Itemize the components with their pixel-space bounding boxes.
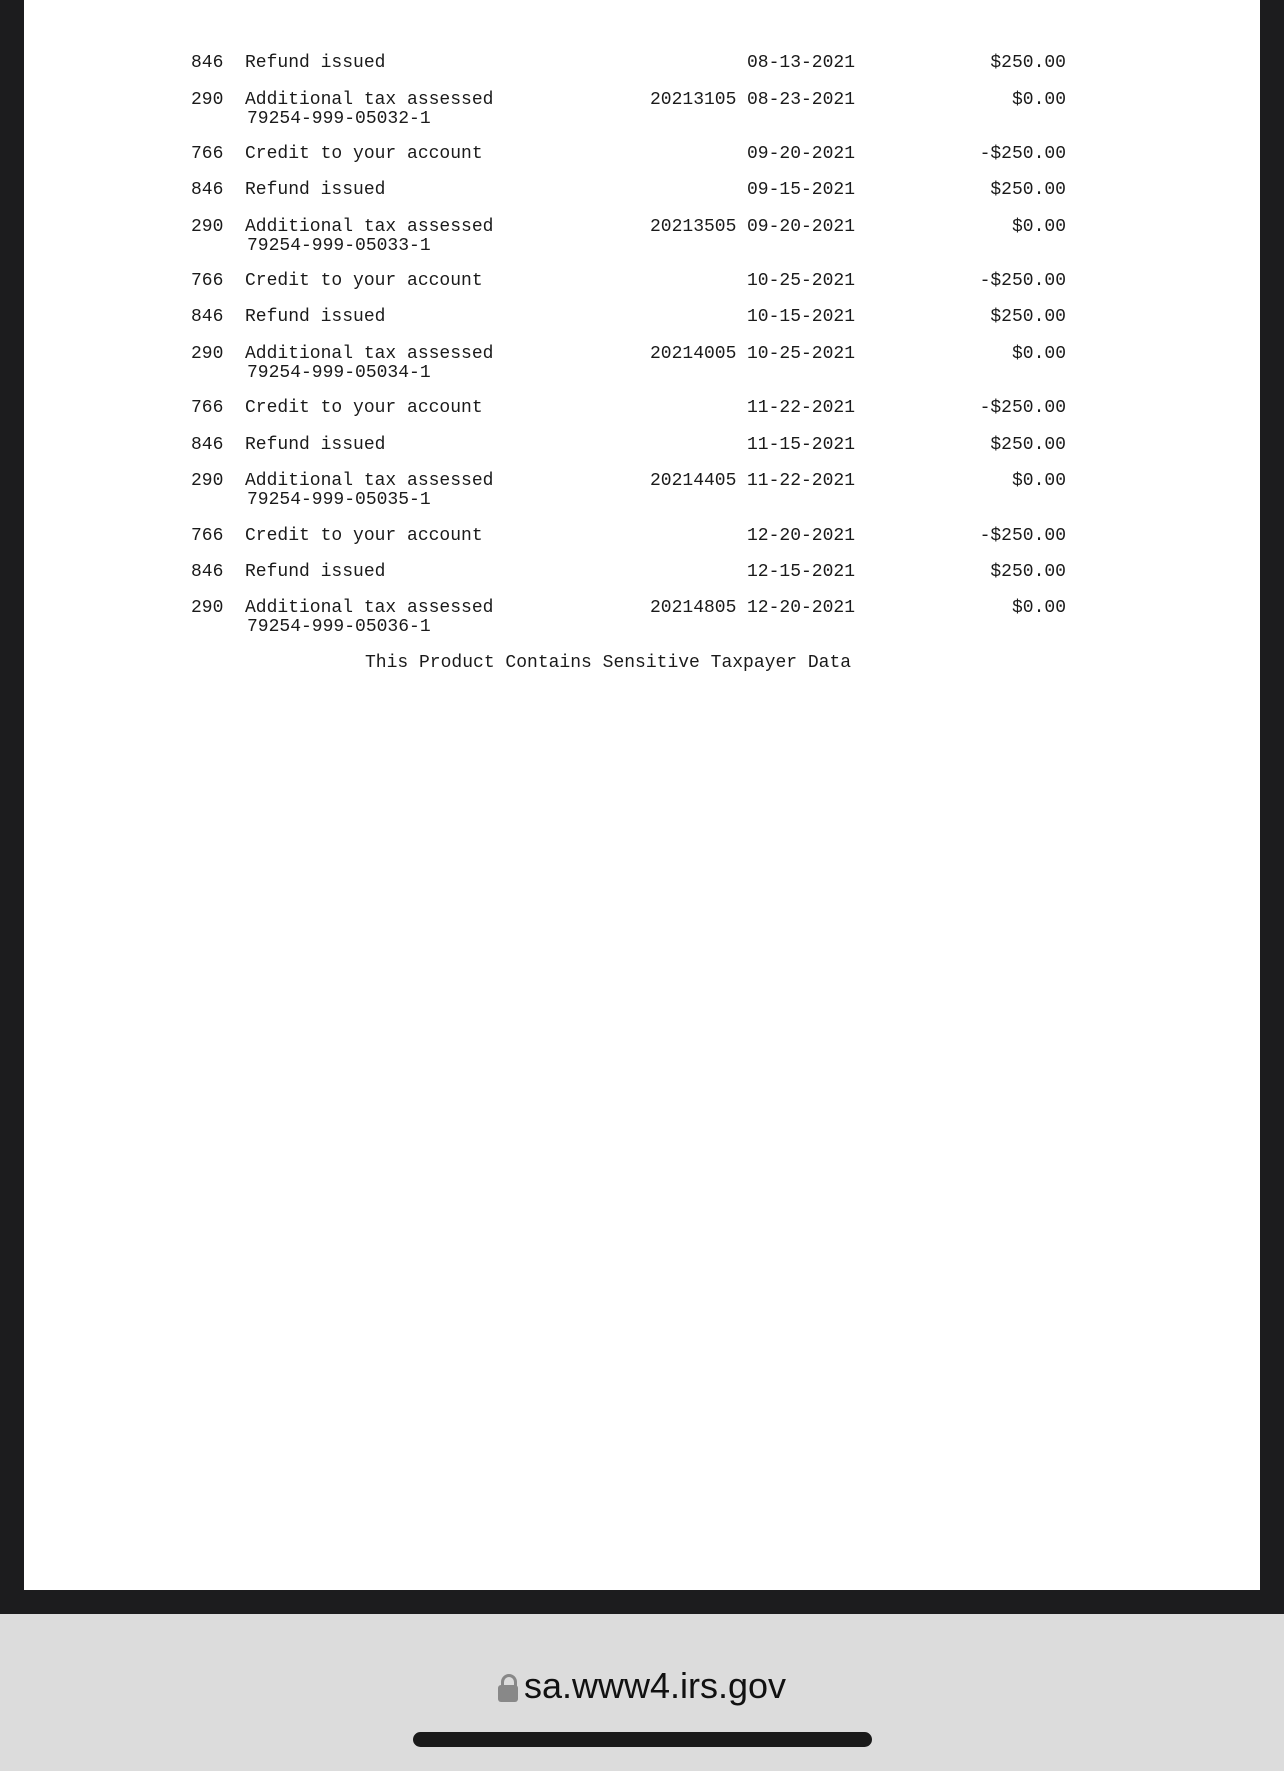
transaction-date: 08-23-2021 [747, 90, 856, 110]
transaction-row [24, 472, 1260, 512]
transaction-cycle: 20214805 [650, 598, 737, 618]
transaction-code: 290 [191, 471, 224, 491]
home-indicator[interactable] [413, 1732, 872, 1747]
transaction-amount: $250.00 [990, 562, 1066, 582]
transaction-reference: 79254-999-05035-1 [247, 490, 431, 510]
transaction-amount: -$250.00 [979, 144, 1066, 164]
transaction-cycle: 20213505 [650, 217, 737, 237]
transaction-reference: 79254-999-05036-1 [247, 617, 431, 637]
transaction-date: 11-15-2021 [747, 435, 856, 455]
transaction-cycle: 20214405 [650, 471, 737, 491]
transaction-code: 766 [191, 526, 224, 546]
transaction-date: 12-20-2021 [747, 526, 856, 546]
url-text: sa.www4.irs.gov [523, 1665, 787, 1706]
transaction-amount: -$250.00 [979, 271, 1066, 291]
browser-address-bar[interactable] [0, 1614, 1284, 1771]
transaction-date: 09-20-2021 [747, 217, 856, 237]
transaction-amount: $0.00 [1011, 90, 1066, 110]
transaction-code: 846 [191, 307, 224, 327]
transaction-amount: $0.00 [1011, 344, 1066, 364]
transaction-code: 290 [191, 217, 224, 237]
transaction-amount: $0.00 [1011, 598, 1066, 618]
transaction-row [24, 345, 1260, 385]
transaction-reference: 79254-999-05032-1 [247, 109, 431, 129]
transaction-date: 12-15-2021 [747, 562, 856, 582]
transaction-code: 846 [191, 180, 224, 200]
transaction-row [24, 91, 1260, 131]
transaction-description: Additional tax assessed [245, 90, 494, 110]
transaction-code: 766 [191, 144, 224, 164]
transaction-code: 290 [191, 90, 224, 110]
transaction-date: 12-20-2021 [747, 598, 856, 618]
transaction-description: Credit to your account [245, 526, 483, 546]
transaction-description: Refund issued [245, 180, 386, 200]
transaction-row [24, 181, 1260, 221]
transaction-date: 09-15-2021 [747, 180, 856, 200]
transaction-code: 766 [191, 398, 224, 418]
transaction-amount: $250.00 [990, 180, 1066, 200]
transaction-date: 10-25-2021 [747, 271, 856, 291]
transaction-amount: -$250.00 [979, 398, 1066, 418]
transaction-row [24, 599, 1260, 639]
transaction-code: 766 [191, 271, 224, 291]
transaction-amount: -$250.00 [979, 526, 1066, 546]
transaction-row [24, 399, 1260, 439]
transaction-reference: 79254-999-05033-1 [247, 236, 431, 256]
transaction-date: 08-13-2021 [747, 53, 856, 73]
transaction-date: 11-22-2021 [747, 398, 856, 418]
transaction-description: Credit to your account [245, 271, 483, 291]
transaction-row [24, 272, 1260, 312]
sensitive-data-notice: This Product Contains Sensitive Taxpayer Data [365, 653, 852, 673]
transaction-description: Refund issued [245, 307, 386, 327]
transaction-date: 10-25-2021 [747, 344, 856, 364]
transaction-code: 846 [191, 562, 224, 582]
transaction-code: 290 [191, 598, 224, 618]
transaction-date: 10-15-2021 [747, 307, 856, 327]
transaction-cycle: 20214005 [650, 344, 737, 364]
transaction-date: 11-22-2021 [747, 471, 856, 491]
transaction-description: Refund issued [245, 435, 386, 455]
transaction-code: 846 [191, 435, 224, 455]
transaction-amount: $250.00 [990, 435, 1066, 455]
transaction-date: 09-20-2021 [747, 144, 856, 164]
transaction-description: Refund issued [245, 562, 386, 582]
transaction-row [24, 54, 1260, 94]
transaction-row [24, 436, 1260, 476]
transcript-page [24, 0, 1260, 1590]
transaction-reference: 79254-999-05034-1 [247, 363, 431, 383]
transaction-amount: $0.00 [1011, 217, 1066, 237]
transaction-row [24, 218, 1260, 258]
transaction-description: Credit to your account [245, 398, 483, 418]
transaction-amount: $250.00 [990, 53, 1066, 73]
transaction-row [24, 563, 1260, 603]
transaction-description: Additional tax assessed [245, 598, 494, 618]
transaction-description: Additional tax assessed [245, 344, 494, 364]
transaction-description: Credit to your account [245, 144, 483, 164]
lock-icon [498, 1674, 518, 1702]
transaction-row [24, 527, 1260, 567]
transaction-amount: $0.00 [1011, 471, 1066, 491]
transaction-description: Additional tax assessed [245, 217, 494, 237]
transaction-cycle: 20213105 [650, 90, 737, 110]
transaction-row [24, 308, 1260, 348]
url-display[interactable] [0, 1666, 1284, 1706]
transaction-code: 290 [191, 344, 224, 364]
transaction-row [24, 145, 1260, 185]
transaction-code: 846 [191, 53, 224, 73]
transaction-description: Refund issued [245, 53, 386, 73]
transaction-description: Additional tax assessed [245, 471, 494, 491]
transaction-amount: $250.00 [990, 307, 1066, 327]
